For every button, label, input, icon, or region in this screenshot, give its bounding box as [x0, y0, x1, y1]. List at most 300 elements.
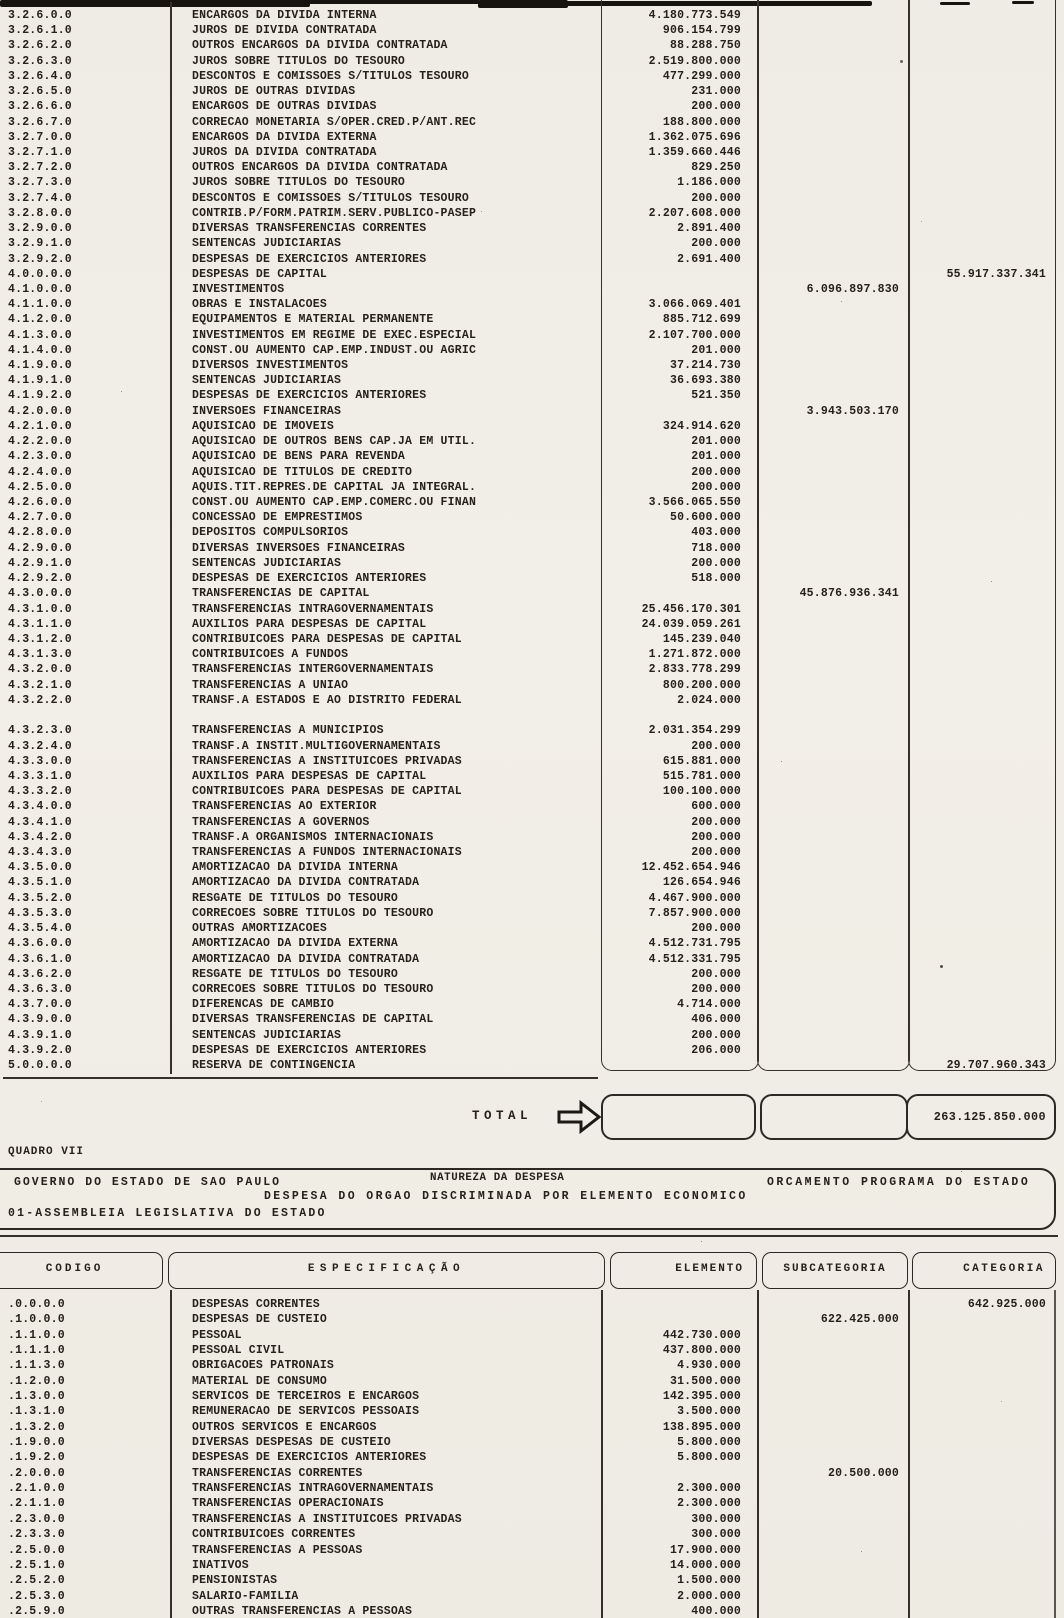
row-description: CONTRIBUICOES PARA DESPESAS DE CAPITAL: [192, 785, 462, 799]
table-row: [0, 1043, 1053, 1058]
total-elemento-box: [601, 1094, 756, 1140]
row-elemento-value: 2.300.000: [677, 1482, 741, 1496]
table-row: [0, 1558, 1053, 1573]
row-code: 3.2.6.6.0: [8, 100, 72, 114]
table-row: [0, 708, 1053, 723]
table-row: [0, 99, 1053, 114]
column-header-subcategoria: SUBCATEGORIA: [762, 1252, 908, 1289]
row-description: DIVERSOS INVESTIMENTOS: [192, 359, 349, 373]
row-description: DESPESAS DE CUSTEIO: [192, 1313, 327, 1327]
row-elemento-value: 2.891.400: [677, 222, 741, 236]
row-description: JUROS DE OUTRAS DIVIDAS: [192, 85, 356, 99]
row-subcategoria-value: 20.500.000: [827, 1466, 899, 1480]
table-row: [0, 1420, 1053, 1435]
row-code: .1.3.0.0: [8, 1390, 65, 1404]
total-value: 263.125.850.000: [933, 1110, 1046, 1124]
table-row: [0, 952, 1053, 967]
table-row: [0, 1589, 1053, 1604]
table-row: [0, 54, 1053, 69]
row-elemento-value: 800.200.000: [662, 678, 741, 692]
row-description: TRANSFERENCIAS INTRAGOVERNAMENTAIS: [192, 1482, 434, 1496]
row-code: 4.1.3.0.0: [8, 328, 72, 342]
row-elemento-value: 200.000: [691, 967, 741, 981]
table-row: [0, 1028, 1053, 1043]
row-description: SALARIO-FAMILIA: [192, 1589, 299, 1603]
row-elemento-value: 324.914.620: [662, 419, 741, 433]
row-description: CONST.OU AUMENTO CAP.EMP.INDUST.OU AGRIC: [192, 343, 477, 357]
row-code: 4.2.3.0.0: [8, 450, 72, 464]
row-description: PESSOAL: [192, 1328, 242, 1342]
row-code: 4.3.5.2.0: [8, 891, 72, 905]
column-header-elemento: ELEMENTO: [610, 1252, 757, 1289]
row-description: AQUISICAO DE IMOVEIS: [192, 419, 335, 433]
row-elemento-value: 4.180.773.549: [648, 9, 741, 22]
row-code: 4.1.9.2.0: [8, 389, 72, 403]
row-description: TRANSFERENCIAS AO EXTERIOR: [192, 800, 377, 814]
government-title: GOVERNO DO ESTADO DE SAO PAULO: [14, 1176, 282, 1189]
row-code: 3.2.6.5.0: [8, 85, 72, 99]
row-code: 4.1.2.0.0: [8, 313, 72, 327]
row-description: TRANSFERENCIAS INTERGOVERNAMENTAIS: [192, 663, 434, 677]
row-description: TRANSF.A ESTADOS E AO DISTRITO FEDERAL: [192, 693, 462, 707]
row-code: 4.3.2.3.0: [8, 724, 72, 738]
row-description: AMORTIZACAO DA DIVIDA CONTRATADA: [192, 952, 420, 966]
row-elemento-value: 200.000: [691, 480, 741, 494]
row-code: 4.3.1.0.0: [8, 602, 72, 616]
row-description: DEPOSITOS COMPULSORIOS: [192, 526, 349, 540]
row-description: CORRECOES SOBRE TITULOS DO TESOURO: [192, 906, 434, 920]
row-elemento-value: 300.000: [691, 1512, 741, 1526]
row-code: 4.2.0.0.0: [8, 404, 72, 418]
row-description: CONST.OU AUMENTO CAP.EMP.COMERC.OU FINAN: [192, 496, 477, 509]
table-row: [0, 1297, 1053, 1312]
row-code: 4.3.5.4.0: [8, 922, 72, 936]
row-code: 4.1.0.0.0: [8, 282, 72, 296]
row-subcategoria-value: 45.876.936.341: [799, 587, 899, 601]
row-description: OBRAS E INSTALACOES: [192, 298, 327, 312]
row-description: CONTRIBUICOES A FUNDOS: [192, 648, 349, 662]
row-elemento-value: 100.100.000: [662, 785, 741, 799]
row-elemento-value: 200.000: [691, 922, 741, 936]
row-elemento-value: 2.031.354.299: [648, 724, 741, 738]
row-code: 4.3.4.0.0: [8, 800, 72, 814]
table-row: [0, 282, 1053, 297]
table-row: [0, 465, 1053, 480]
row-elemento-value: 5.800.000: [677, 1436, 741, 1450]
row-code: .1.0.0.0: [8, 1313, 65, 1327]
row-description: DIVERSAS DESPESAS DE CUSTEIO: [192, 1436, 391, 1450]
table-row: [0, 1404, 1053, 1419]
row-description: EQUIPAMENTOS E MATERIAL PERMANENTE: [192, 313, 434, 327]
row-description: AQUIS.TIT.REPRES.DE CAPITAL JA INTEGRAL.: [192, 480, 477, 494]
row-code: 4.3.2.1.0: [8, 678, 72, 692]
row-elemento-value: 3.566.065.550: [648, 496, 741, 509]
row-description: JUROS SOBRE TITULOS DO TESOURO: [192, 54, 406, 68]
row-code: .1.1.0.0: [8, 1328, 65, 1342]
row-elemento-value: 1.359.660.446: [648, 145, 741, 159]
column-header-categoria: CATEGORIA: [912, 1252, 1056, 1289]
row-elemento-value: 3.066.069.401: [648, 298, 741, 312]
row-code: 3.2.9.0.0: [8, 222, 72, 236]
row-code: 4.3.9.1.0: [8, 1028, 72, 1042]
total-label: TOTAL: [472, 1109, 533, 1123]
row-code: 3.2.7.0.0: [8, 130, 72, 144]
table-row: [0, 1389, 1053, 1404]
row-description: DIVERSAS TRANSFERENCIAS CORRENTES: [192, 222, 427, 236]
row-subcategoria-value: 6.096.897.830: [806, 282, 899, 296]
table-row: [0, 312, 1053, 327]
scan-edge-artifact: [300, 0, 480, 4]
row-description: SENTENCAS JUDICIARIAS: [192, 1028, 342, 1042]
row-code: 3.2.7.2.0: [8, 161, 72, 175]
row-code: 4.3.3.2.0: [8, 785, 72, 799]
table-row: [0, 297, 1053, 312]
table-row: [0, 434, 1053, 449]
row-code: .2.1.0.0: [8, 1482, 65, 1496]
row-elemento-value: 201.000: [691, 450, 741, 464]
row-code: 4.2.6.0.0: [8, 496, 72, 509]
row-description: SENTENCAS JUDICIARIAS: [192, 237, 342, 251]
row-elemento-value: 37.214.730: [669, 359, 741, 373]
table-row: [0, 556, 1053, 571]
row-elemento-value: 200.000: [691, 739, 741, 753]
row-code: 4.3.7.0.0: [8, 998, 72, 1012]
scan-edge-artifact: [0, 0, 310, 7]
table-row: [0, 1496, 1053, 1511]
table-row: [0, 69, 1053, 84]
row-code: 3.2.6.7.0: [8, 115, 72, 129]
table-row: [0, 647, 1053, 662]
row-elemento-value: 4.930.000: [677, 1359, 741, 1373]
row-subcategoria-value: 622.425.000: [820, 1313, 899, 1327]
table-row: [0, 845, 1053, 860]
table-row: [0, 388, 1053, 403]
row-code: .1.1.3.0: [8, 1359, 65, 1373]
row-elemento-value: 2.207.608.000: [648, 206, 741, 220]
row-elemento-value: 200.000: [691, 191, 741, 205]
row-elemento-value: 442.730.000: [662, 1328, 741, 1342]
table-row: [0, 1435, 1053, 1450]
quadro-label: QUADRO VII: [8, 1146, 85, 1158]
table-row: [0, 1058, 1053, 1073]
row-description: AQUISICAO DE BENS PARA REVENDA: [192, 450, 406, 464]
row-code: 4.2.9.2.0: [8, 572, 72, 586]
total-arrow-icon: [556, 1100, 602, 1134]
row-description: TRANSFERENCIAS A UNIAO: [192, 678, 349, 692]
row-code: .2.0.0.0: [8, 1466, 65, 1480]
row-code: 4.3.6.0.0: [8, 937, 72, 951]
row-code: 5.0.0.0.0: [8, 1059, 72, 1073]
column-header-especificacao: ESPECIFICAÇÃO: [168, 1252, 605, 1289]
row-description: DESPESAS DE EXERCICIOS ANTERIORES: [192, 389, 427, 403]
row-code: .2.5.9.0: [8, 1604, 65, 1618]
row-elemento-value: 200.000: [691, 830, 741, 844]
row-categoria-value: 642.925.000: [967, 1298, 1046, 1311]
row-elemento-value: 718.000: [691, 541, 741, 555]
row-code: .2.5.3.0: [8, 1589, 65, 1603]
row-code: .2.5.1.0: [8, 1558, 65, 1572]
row-description: TRANSF.A ORGANISMOS INTERNACIONAIS: [192, 830, 434, 844]
table-row: [0, 1374, 1053, 1389]
row-description: PESSOAL CIVIL: [192, 1344, 285, 1358]
row-code: 4.2.7.0.0: [8, 511, 72, 525]
scan-edge-artifact: [478, 0, 568, 8]
row-elemento-value: 142.395.000: [662, 1390, 741, 1404]
row-code: 4.0.0.0.0: [8, 267, 72, 281]
row-code: 4.3.4.1.0: [8, 815, 72, 829]
despesa-subtitle: DESPESA DO ORGAO DISCRIMINADA POR ELEMENTO ECONOMICO: [264, 1190, 748, 1203]
table-row: [0, 495, 1053, 510]
row-code: 4.3.0.0.0: [8, 587, 72, 601]
row-code: 4.3.9.2.0: [8, 1043, 72, 1057]
row-description: DESCONTOS E COMISSOES S/TITULOS TESOURO: [192, 191, 469, 205]
row-code: 3.2.9.2.0: [8, 252, 72, 266]
table-row: [0, 1312, 1053, 1327]
table-row: [0, 130, 1053, 145]
row-description: INVESTIMENTOS: [192, 282, 285, 296]
row-description: DIFERENCAS DE CAMBIO: [192, 998, 335, 1012]
row-description: DESPESAS DE EXERCICIOS ANTERIORES: [192, 572, 427, 586]
table-row: [0, 860, 1053, 875]
row-elemento-value: 200.000: [691, 556, 741, 570]
row-elemento-value: 200.000: [691, 1028, 741, 1042]
table-row: [0, 419, 1053, 434]
row-description: OUTRAS TRANSFERENCIAS A PESSOAS: [192, 1604, 413, 1618]
row-elemento-value: 200.000: [691, 846, 741, 860]
row-elemento-value: 906.154.799: [662, 24, 741, 38]
row-code: 4.3.4.3.0: [8, 846, 72, 860]
row-description: DIVERSAS INVERSOES FINANCEIRAS: [192, 541, 406, 555]
table-row: [0, 8, 1053, 23]
row-description: AMORTIZACAO DA DIVIDA INTERNA: [192, 861, 398, 875]
row-subcategoria-value: 3.943.503.170: [806, 404, 899, 418]
row-elemento-value: 231.000: [691, 85, 741, 99]
row-elemento-value: 2.519.800.000: [648, 54, 741, 68]
table-row: [0, 145, 1053, 160]
row-description: INATIVOS: [192, 1558, 249, 1572]
row-description: ENCARGOS DA DIVIDA EXTERNA: [192, 130, 377, 144]
row-description: OUTROS ENCARGOS DA DIVIDA CONTRATADA: [192, 161, 448, 175]
table-row: [0, 723, 1053, 738]
row-elemento-value: 200.000: [691, 237, 741, 251]
table-row: [0, 1543, 1053, 1558]
row-description: RESERVA DE CONTINGENCIA: [192, 1059, 356, 1073]
table-row: [0, 982, 1053, 997]
row-description: TRANSFERENCIAS A PESSOAS: [192, 1543, 363, 1557]
row-elemento-value: 36.693.380: [669, 374, 741, 388]
row-elemento-value: 200.000: [691, 983, 741, 996]
row-description: AQUISICAO DE TITULOS DE CREDITO: [192, 465, 413, 479]
table-row: [0, 967, 1053, 982]
row-description: AUXILIOS PARA DESPESAS DE CAPITAL: [192, 769, 427, 783]
row-description: DESPESAS DE EXERCICIOS ANTERIORES: [192, 252, 427, 266]
row-elemento-value: 206.000: [691, 1043, 741, 1057]
row-elemento-value: 885.712.699: [662, 313, 741, 327]
row-code: 4.3.5.1.0: [8, 876, 72, 890]
row-code: 4.2.1.0.0: [8, 419, 72, 433]
row-code: .1.9.0.0: [8, 1436, 65, 1450]
row-description: MATERIAL DE CONSUMO: [192, 1374, 327, 1388]
table-row: [0, 1343, 1053, 1358]
row-description: DESPESAS DE EXERCICIOS ANTERIORES: [192, 1043, 427, 1057]
row-description: OUTROS ENCARGOS DA DIVIDA CONTRATADA: [192, 39, 448, 53]
table-row: [0, 236, 1053, 251]
row-description: TRANSFERENCIAS A INSTITUICOES PRIVADAS: [192, 754, 462, 768]
row-elemento-value: 201.000: [691, 435, 741, 449]
table-row: [0, 784, 1053, 799]
row-code: 4.3.5.0.0: [8, 861, 72, 875]
row-elemento-value: 88.288.750: [669, 39, 741, 53]
row-description: INVERSOES FINANCEIRAS: [192, 404, 342, 418]
table-row: [0, 1012, 1053, 1027]
row-code: 4.3.1.2.0: [8, 632, 72, 646]
row-elemento-value: 138.895.000: [662, 1420, 741, 1434]
table-row: [0, 891, 1053, 906]
row-elemento-value: 600.000: [691, 800, 741, 814]
row-elemento-value: 200.000: [691, 100, 741, 114]
row-code: 4.2.5.0.0: [8, 480, 72, 494]
row-elemento-value: 2.000.000: [677, 1589, 741, 1603]
table-row: [0, 1573, 1053, 1588]
row-description: DESPESAS DE CAPITAL: [192, 267, 327, 281]
table-row: [0, 404, 1053, 419]
row-description: OUTRAS AMORTIZACOES: [192, 922, 327, 936]
row-elemento-value: 200.000: [691, 815, 741, 829]
row-code: 3.2.7.4.0: [8, 191, 72, 205]
row-description: TRANSFERENCIAS OPERACIONAIS: [192, 1497, 384, 1511]
row-elemento-value: 300.000: [691, 1528, 741, 1542]
table-row: [0, 906, 1053, 921]
row-code: 4.2.2.0.0: [8, 435, 72, 449]
table-row: [0, 632, 1053, 647]
row-elemento-value: 145.239.040: [662, 632, 741, 646]
column-header-codigo: CODIGO: [0, 1252, 163, 1289]
row-elemento-value: 477.299.000: [662, 69, 741, 83]
row-description: AUXILIOS PARA DESPESAS DE CAPITAL: [192, 617, 427, 631]
row-description: AMORTIZACAO DA DIVIDA EXTERNA: [192, 937, 398, 951]
row-elemento-value: 521.350: [691, 389, 741, 403]
row-code: 4.3.5.3.0: [8, 906, 72, 920]
row-description: REMUNERACAO DE SERVICOS PESSOAIS: [192, 1405, 420, 1419]
row-elemento-value: 50.600.000: [669, 511, 741, 525]
row-code: 3.2.7.3.0: [8, 176, 72, 190]
row-code: 4.3.3.0.0: [8, 754, 72, 768]
table-row: [0, 206, 1053, 221]
total-categoria-box: [906, 1094, 1056, 1140]
row-description: TRANSFERENCIAS A INSTITUICOES PRIVADAS: [192, 1512, 462, 1526]
row-description: RESGATE DE TITULOS DO TESOURO: [192, 967, 398, 981]
row-elemento-value: 200.000: [691, 465, 741, 479]
table-row: [0, 602, 1053, 617]
row-code: 4.3.3.1.0: [8, 769, 72, 783]
row-description: SENTENCAS JUDICIARIAS: [192, 556, 342, 570]
row-code: 4.1.1.0.0: [8, 298, 72, 312]
table-row: [0, 997, 1053, 1012]
row-description: JUROS SOBRE TITULOS DO TESOURO: [192, 176, 406, 190]
row-code: 4.2.4.0.0: [8, 465, 72, 479]
natureza-despesa-label: NATUREZA DA DESPESA: [430, 1172, 565, 1184]
table-row: [0, 252, 1053, 267]
row-code: 4.3.1.3.0: [8, 648, 72, 662]
row-code: 3.2.6.0.0: [8, 9, 72, 22]
table-row: [0, 936, 1053, 951]
row-code: 4.3.6.2.0: [8, 967, 72, 981]
row-elemento-value: 17.900.000: [669, 1543, 741, 1557]
table-row: [0, 221, 1053, 236]
orgao-title: 01-ASSEMBLEIA LEGISLATIVA DO ESTADO: [8, 1207, 327, 1220]
expense-table-bottom-body: [0, 1297, 1053, 1618]
row-elemento-value: 403.000: [691, 526, 741, 540]
row-code: 3.2.7.1.0: [8, 145, 72, 159]
row-description: ENCARGOS DE OUTRAS DIVIDAS: [192, 100, 377, 114]
row-elemento-value: 829.250: [691, 161, 741, 175]
table-row: [0, 830, 1053, 845]
row-code: .1.2.0.0: [8, 1374, 65, 1388]
table-row: [0, 328, 1053, 343]
row-description: AQUISICAO DE OUTROS BENS CAP.JA EM UTIL.: [192, 435, 477, 449]
row-description: CORRECAO MONETARIA S/OPER.CRED.P/ANT.REC: [192, 115, 477, 129]
row-code: 4.2.9.1.0: [8, 556, 72, 570]
row-elemento-value: 518.000: [691, 572, 741, 586]
table-row: [0, 160, 1053, 175]
row-code: 4.3.1.1.0: [8, 617, 72, 631]
table-row: [0, 1481, 1053, 1496]
table-row: [0, 815, 1053, 830]
table-row: [0, 1466, 1053, 1481]
row-code: 4.3.9.0.0: [8, 1013, 72, 1027]
total-subcategoria-box: [760, 1094, 908, 1140]
row-description: SENTENCAS JUDICIARIAS: [192, 374, 342, 388]
row-elemento-value: 2.300.000: [677, 1497, 741, 1511]
row-description: CONTRIB.P/FORM.PATRIM.SERV.PUBLICO-PASEP: [192, 206, 477, 220]
row-elemento-value: 437.800.000: [662, 1344, 741, 1358]
row-description: TRANSFERENCIAS DE CAPITAL: [192, 587, 370, 601]
row-code: 3.2.6.2.0: [8, 39, 72, 53]
table-bottom-rule: [3, 1077, 598, 1079]
row-categoria-value: 55.917.337.341: [946, 267, 1046, 281]
row-code: .2.1.1.0: [8, 1497, 65, 1511]
table-row: [0, 1512, 1053, 1527]
row-elemento-value: 14.000.000: [669, 1558, 741, 1572]
row-description: CONCESSAO DE EMPRESTIMOS: [192, 511, 363, 525]
row-code: 3.2.6.1.0: [8, 24, 72, 38]
table-row: [0, 617, 1053, 632]
row-description: TRANSFERENCIAS A FUNDOS INTERNACIONAIS: [192, 846, 462, 860]
row-code: 3.2.8.0.0: [8, 206, 72, 220]
table-row: [0, 510, 1053, 525]
table-row: [0, 191, 1053, 206]
table-right-edge: [1054, 1290, 1056, 1618]
row-code: .1.1.1.0: [8, 1344, 65, 1358]
row-elemento-value: 400.000: [691, 1604, 741, 1618]
row-elemento-value: 188.800.000: [662, 115, 741, 129]
table-row: [0, 739, 1053, 754]
row-description: TRANSFERENCIAS INTRAGOVERNAMENTAIS: [192, 602, 434, 616]
row-description: CORRECOES SOBRE TITULOS DO TESOURO: [192, 983, 434, 996]
row-elemento-value: 4.467.900.000: [648, 891, 741, 905]
row-code: 4.3.2.0.0: [8, 663, 72, 677]
row-elemento-value: 7.857.900.000: [648, 906, 741, 920]
table-row: [0, 175, 1053, 190]
row-elemento-value: 515.781.000: [662, 769, 741, 783]
row-code: .2.5.2.0: [8, 1574, 65, 1588]
row-code: 3.2.6.3.0: [8, 54, 72, 68]
row-description: RESGATE DE TITULOS DO TESOURO: [192, 891, 398, 905]
row-code: .1.9.2.0: [8, 1451, 65, 1465]
row-elemento-value: 1.186.000: [677, 176, 741, 190]
table-row: [0, 343, 1053, 358]
table-row: [0, 358, 1053, 373]
